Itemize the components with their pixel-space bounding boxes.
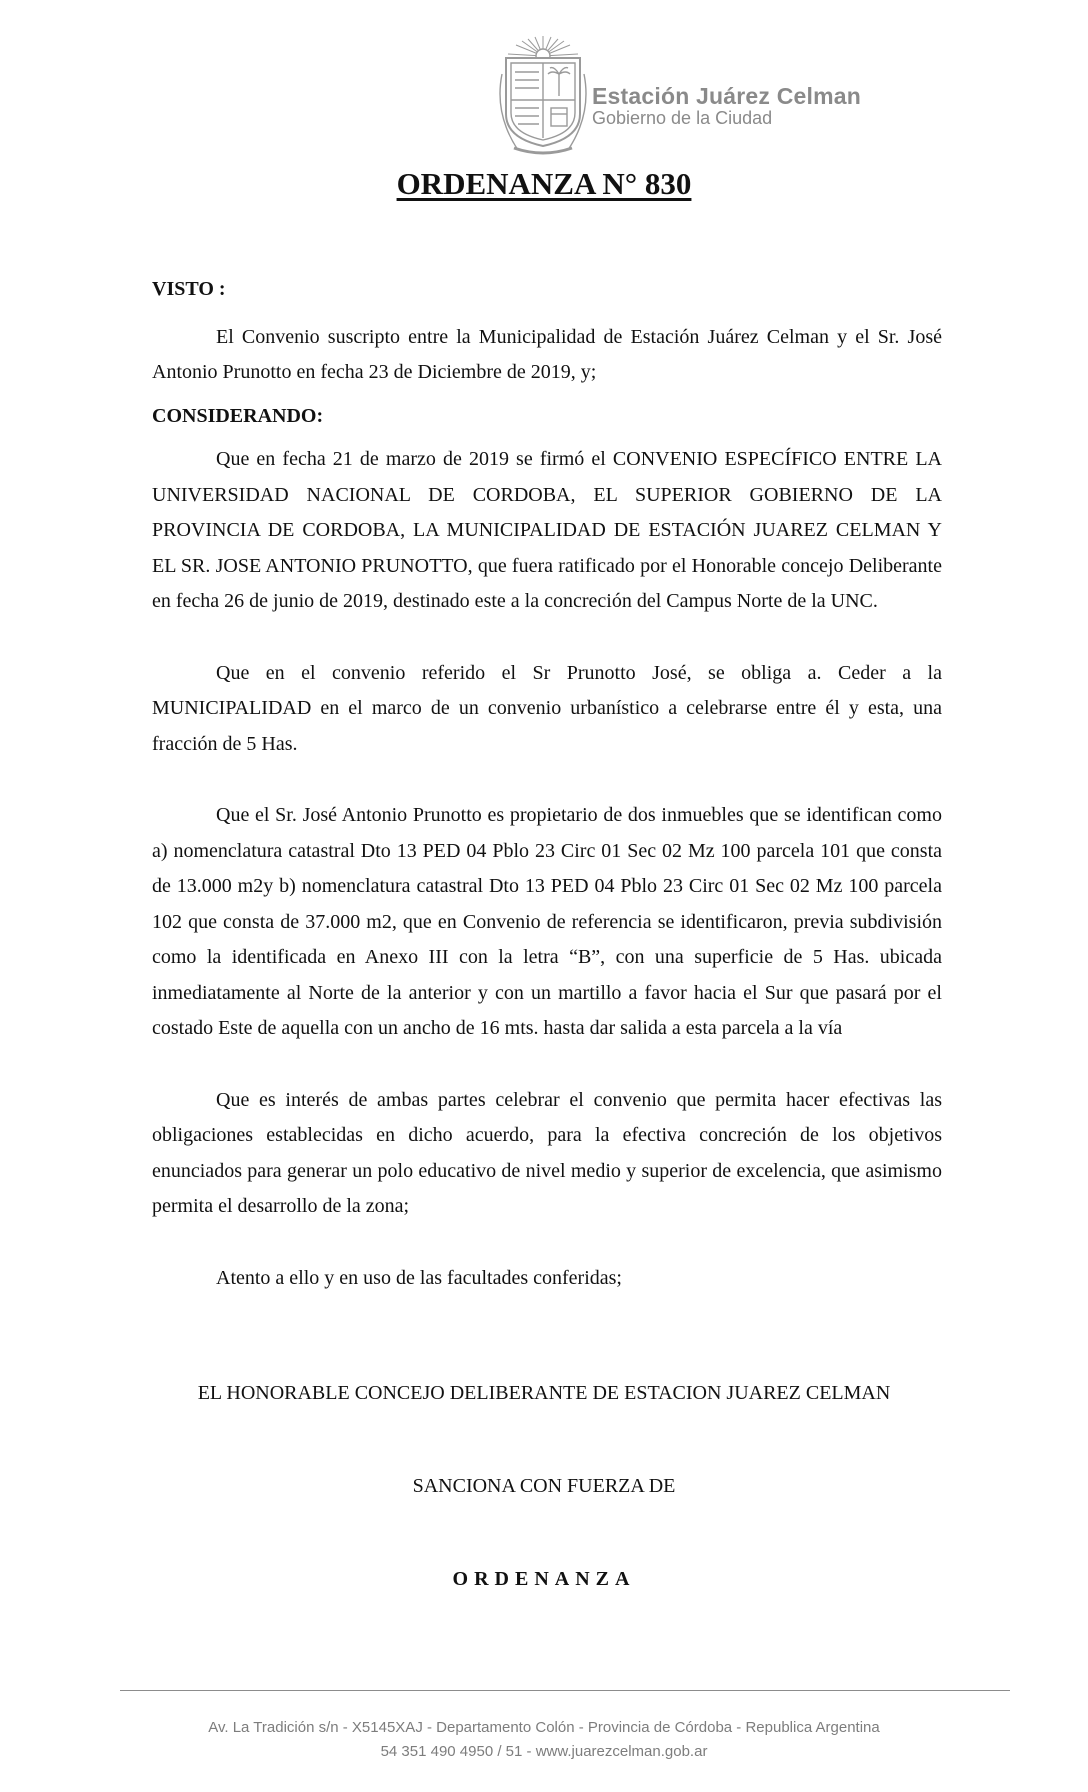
document-title: ORDENANZA N° 830 [396,166,692,201]
document-body [152,272,942,1296]
visto-paragraph: El Convenio suscripto entre la Municipalidad de Estación Juárez Celman y el Sr. José Antonio Prunotto en fecha 23 de Diciembre de 2019, y; [152,325,942,383]
organization-subtitle: Gobierno de la Ciudad [592,108,773,128]
ordenanza-heading: ORDENANZA [452,1568,636,1590]
footer-address: Av. La Tradición s/n - X5145XAJ - Departamento Colón - Provincia de Córdoba - Republica Argentina [208,1719,880,1736]
considerando-paragraph: Que en el convenio referido el Sr Prunotto José, se obliga a. Ceder a la MUNICIPALIDAD en el marco de un convenio urbanístico a celebrarse entre él y esta, una fracción de 5 Has. [152,661,942,755]
considerando-paragraph: Que en fecha 21 de marzo de 2019 se firmó el CONVENIO ESPECÍFICO ENTRE LA UNIVERSIDAD NACIONAL DE CORDOBA, EL SUPERIOR GOBIERNO DE LA PROVINCIA DE CORDOBA, LA MUNICIPALIDAD DE ESTACIÓN JUAREZ CELMAN Y EL SR. JOSE ANTONIO PRUNOTTO, que fuera ratificado por el Honorable concejo Deliberante en fecha 26 de junio de 2019, destinado este a la concreción del Campus Norte de la UNC. [152,448,942,612]
visto-heading: VISTO : [152,278,226,300]
letterhead [0,0,1088,170]
footer-contact: 54 351 490 4950 / 51 - www.juarezcelman.gob.ar [380,1743,708,1760]
considerando-paragraph: Atento a ello y en uso de las facultades conferidas; [216,1266,622,1289]
considerando-heading: CONSIDERANDO: [152,404,324,427]
municipal-crest-icon [488,34,598,158]
considerando-paragraph: Que es interés de ambas partes celebrar el convenio que permita hacer efectivas las obligaciones establecidas en dicho acuerdo, para la efectiva concreción de los objetivos enunciados para generar un polo educativo de nivel medio y superior de excelencia, que asimismo permita el desarrollo de la zona; [152,1088,942,1217]
organization-block [592,84,861,128]
organization-name: Estación Juárez Celman [592,83,862,109]
considerando-paragraph: Que el Sr. José Antonio Prunotto es propietario de dos inmuebles que se identifican como a) nomenclatura catastral Dto 13 PED 04 Pblo 23 Circ 01 Sec 02 Mz 100 parcela 101 que consta de 13.000 m2y b) nomenclatura catastral Dto 13 PED 04 Pblo 23 Circ 01 Sec 02 Mz 100 parcela 102 que consta de 37.000 m2, que en Convenio de referencia se identificaron, previa subdivisión como la identificada en Anexo III con la letra “B”, con una superficie de 5 Has. ubicada inmediatamente al Norte de la anterior y con un martillo a favor hacia el Sur que pasará por el costado Este de aquella con un ancho de 16 mts. hasta dar salida a esta parcela a la vía [152,804,942,1039]
sanciona-statement: SANCIONA CON FUERZA DE [412,1475,676,1497]
footer-divider [120,1690,1010,1691]
council-statement: EL HONORABLE CONCEJO DELIBERANTE DE ESTACION JUAREZ CELMAN [197,1382,891,1404]
footer [0,1716,1088,1764]
